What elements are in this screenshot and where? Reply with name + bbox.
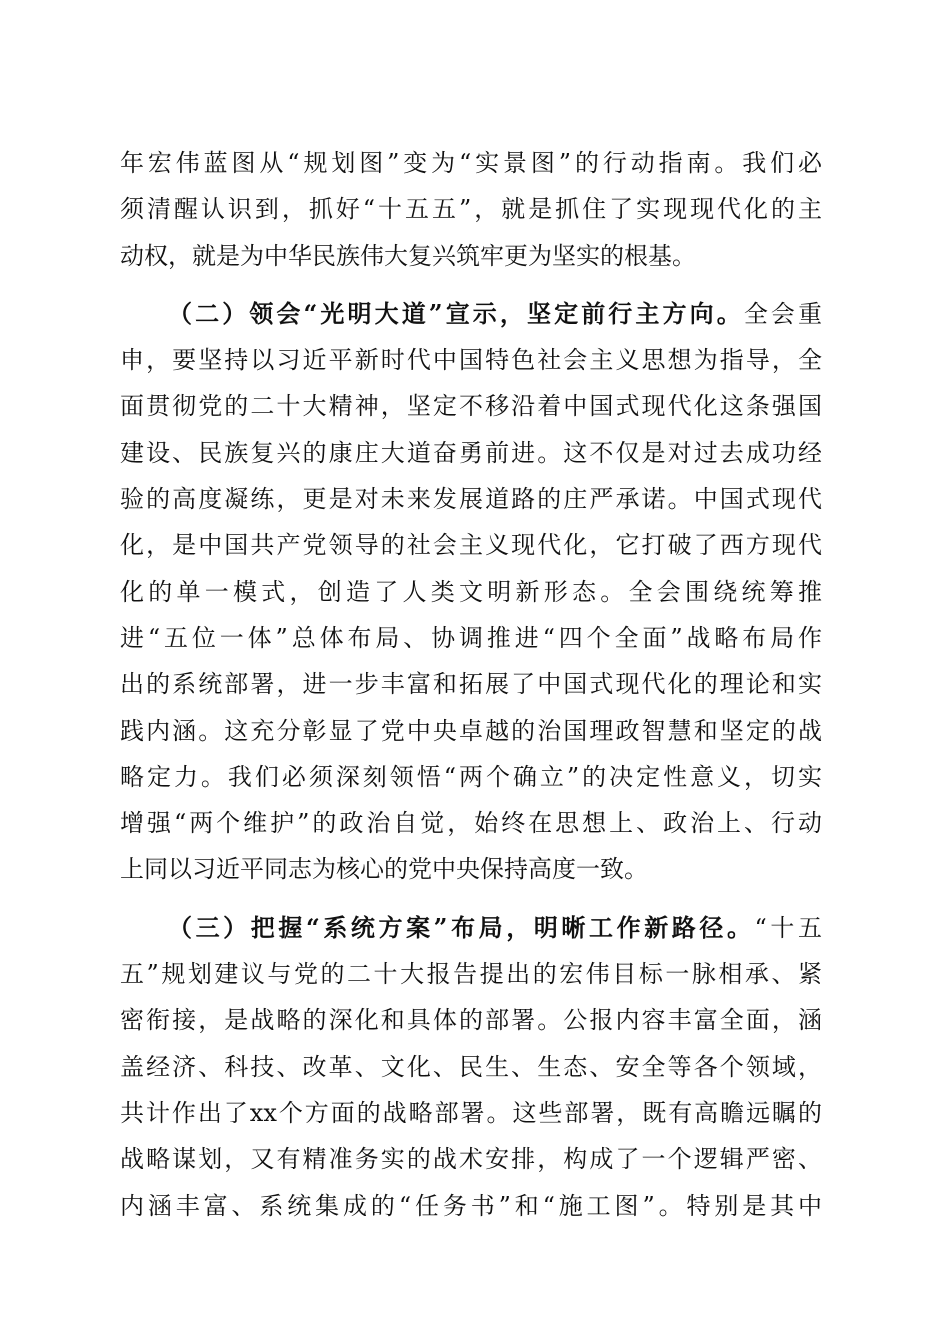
paragraph2-line: 面贯彻党的二十大精神，坚定不移沿着中国式现代化这条强国 bbox=[120, 392, 822, 421]
paragraph3-line: 战略谋划，又有精准务实的战术安排，构成了一个逻辑严密、 bbox=[120, 1145, 822, 1174]
paragraph2-line: 践内涵。这充分彰显了党中央卓越的治国理政智慧和坚定的战 bbox=[120, 716, 822, 745]
paragraph3-line: 密衔接，是战略的深化和具体的部署。公报内容丰富全面，涵 bbox=[120, 1006, 822, 1035]
paragraph2-line: 建设、民族复兴的康庄大道奋勇前进。这不仅是对过去成功经 bbox=[120, 438, 822, 467]
paragraph2-first-line-rest: 全会重 bbox=[743, 299, 823, 328]
paragraph2-line-1 bbox=[120, 291, 822, 337]
paragraph2-line: 申，要坚持以习近平新时代中国特色社会主义思想为指导，全 bbox=[120, 346, 822, 375]
paragraph3-line: 内涵丰富、系统集成的“任务书”和“施工图”。特别是其中 bbox=[120, 1191, 822, 1220]
paragraph1-line-2: 须清醒认识到，抓好“十五五”，就是抓住了实现现代化的主 bbox=[120, 195, 822, 224]
paragraph3-line: 共计作出了xx个方面的战略部署。这些部署，既有高瞻远瞩的 bbox=[120, 1098, 822, 1127]
paragraph2-line: 验的高度凝练，更是对未来发展道路的庄严承诺。中国式现代 bbox=[120, 485, 822, 514]
section-heading-2: （二）领会“光明大道”宣示，坚定前行主方向。 bbox=[168, 298, 744, 328]
document-page bbox=[120, 140, 822, 1229]
section-heading-3: （三）把握“系统方案”布局，明晰工作新路径。 bbox=[168, 912, 755, 942]
paragraph2-line: 上同以习近平同志为核心的党中央保持高度一致。 bbox=[120, 855, 648, 884]
paragraph2-line: 出的系统部署，进一步丰富和拓展了中国式现代化的理论和实 bbox=[120, 670, 822, 699]
paragraph2-line: 增强“两个维护”的政治自觉，始终在思想上、政治上、行动 bbox=[120, 809, 822, 838]
paragraph2-line: 进“五位一体”总体布局、协调推进“四个全面”战略布局作 bbox=[120, 623, 822, 652]
paragraph1-line-1: 年宏伟蓝图从“规划图”变为“实景图”的行动指南。我们必 bbox=[120, 149, 822, 177]
paragraph2-line: 化，是中国共产党领导的社会主义现代化，它打破了西方现代 bbox=[120, 531, 822, 560]
paragraph2-line: 化的单一模式，创造了人类文明新形态。全会围绕统筹推 bbox=[120, 577, 822, 606]
paragraph3-line: 五”规划建议与党的二十大报告提出的宏伟目标一脉相承、紧 bbox=[120, 960, 822, 989]
paragraph3-line-1 bbox=[120, 905, 822, 951]
paragraph3-line: 盖经济、科技、改革、文化、民生、生态、安全等各个领域， bbox=[120, 1052, 822, 1081]
paragraph2-line: 略定力。我们必须深刻领悟“两个确立”的决定性意义，切实 bbox=[120, 762, 822, 791]
paragraph3-first-line-rest: “十五 bbox=[754, 913, 822, 942]
paragraph1-line-3: 动权，就是为中华民族伟大复兴筑牢更为坚实的根基。 bbox=[120, 241, 696, 270]
